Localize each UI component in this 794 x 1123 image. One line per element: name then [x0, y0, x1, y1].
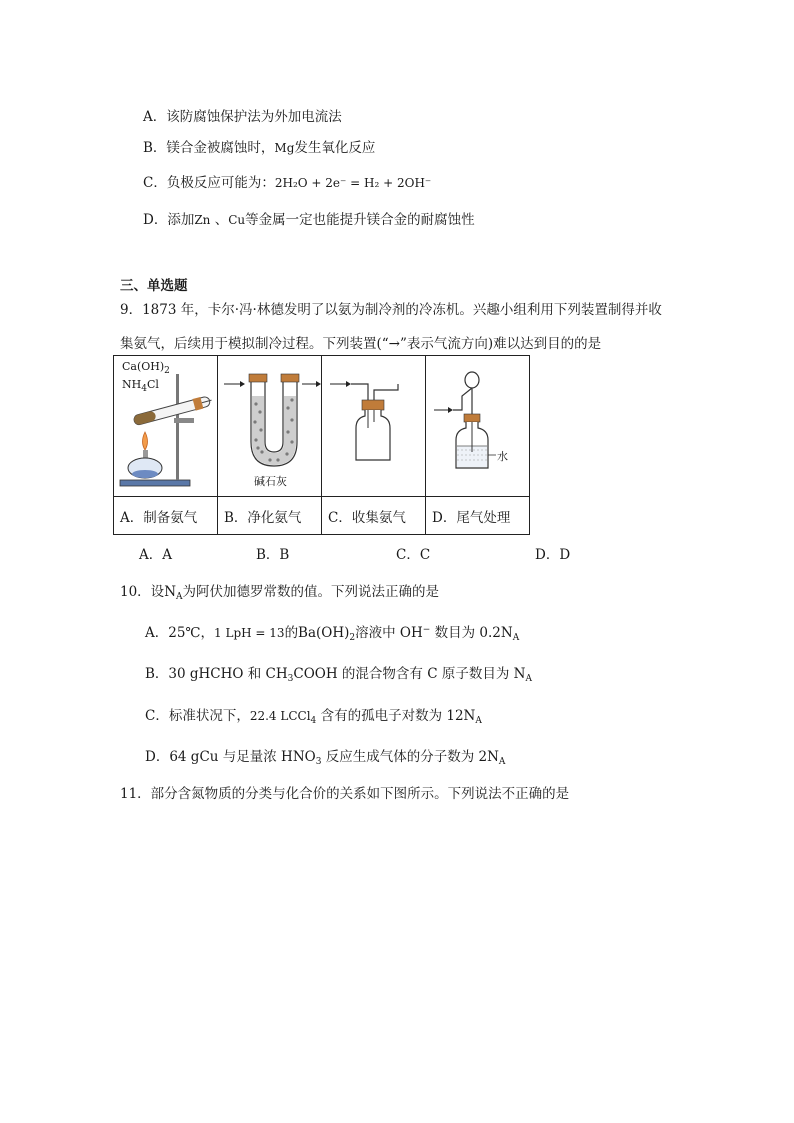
- q10-b-sub1: 3: [287, 674, 294, 684]
- q8-option-d-prefix: D．添加: [143, 212, 195, 228]
- q9-stem-line1-text: 9．1873 年，卡尔·冯·林德发明了以氨为制冷剂的冷冻机。兴趣小组利用下列装置制得并收: [120, 302, 662, 318]
- q10-option-c: [145, 704, 482, 726]
- q10-a-sub2: A: [512, 633, 520, 643]
- q10-option-b: [145, 662, 532, 684]
- q10-stem-num: 10．设: [120, 584, 165, 600]
- water-label: [497, 448, 508, 464]
- q9-choice-d-text: D．D: [535, 547, 571, 563]
- q10-c-pre: C．标准状况下，: [145, 708, 250, 724]
- reagent-caoh2-text: Ca(OH): [122, 360, 165, 373]
- q8-option-b: [143, 136, 375, 156]
- soda-lime-label: [254, 473, 287, 489]
- section-title: [120, 274, 188, 294]
- figure-c-cell: [322, 356, 426, 497]
- q10-a-mid3: 溶液中 OH: [355, 625, 423, 641]
- q9-choice-a-text: A．A: [139, 547, 172, 563]
- figure-d-cell: [426, 356, 530, 497]
- q9-choice-b[interactable]: [256, 543, 289, 563]
- q10-option-a: [145, 621, 519, 643]
- q8-option-b-suffix: 发生氧化反应: [294, 140, 376, 156]
- caption-a: A．制备氨气: [114, 497, 218, 535]
- q10-a-sub: 2: [349, 633, 356, 643]
- q10-b-mid2: COOH 的混合物含有 C 原子数目为 N: [293, 666, 526, 682]
- q9-stem-line1: [120, 298, 662, 318]
- q10-b-sub2: A: [525, 674, 532, 684]
- q10-d-sub2: A: [498, 757, 506, 767]
- q9-choice-b-text: B．B: [256, 547, 290, 563]
- q8-option-d-suffix: 等金属一定也能提升镁合金的耐腐蚀性: [245, 212, 475, 228]
- q10-d-pre: D．: [145, 749, 170, 765]
- q9-choice-c[interactable]: [396, 543, 430, 563]
- q10-a-mid1: 1 LpH = 13: [214, 626, 285, 640]
- q10-stem-na-sub: A: [176, 592, 183, 602]
- soda-lime-text: 碱石灰: [254, 475, 287, 488]
- q11-stem-text: 11．部分含氮物质的分类与化合价的关系如下图所示。下列说法不正确的是: [120, 786, 570, 802]
- q10-a-mid4: 数目为 0.2N: [430, 625, 513, 641]
- q8-option-a-text: A．该防腐蚀保护法为外加电流法: [143, 109, 342, 125]
- reagent-caoh2-sub: 2: [164, 366, 170, 376]
- q10-a-sup: −: [422, 625, 431, 635]
- caption-b: B．净化氨气: [218, 497, 322, 535]
- q9-apparatus-table: [113, 355, 530, 535]
- q9-choice-c-text: C．C: [396, 547, 431, 563]
- q10-stem-rest: 为阿伏加德罗常数的值。下列说法正确的是: [182, 584, 439, 600]
- gas-bottle-icon: [322, 356, 425, 496]
- q10-stem: [120, 580, 439, 602]
- q8-option-c-prefix: C．负极反应可能为：: [143, 175, 275, 191]
- heating-apparatus-icon: [114, 356, 217, 496]
- q8-option-d-cu: Cu: [228, 213, 246, 227]
- water-text: 水: [497, 450, 508, 463]
- q8-option-d-sep: 、: [210, 212, 229, 228]
- figure-a-cell: [114, 356, 218, 497]
- q9-choice-a[interactable]: [139, 543, 172, 563]
- q10-d-mid1: 64 gCu 与足量浓 HNO: [169, 749, 316, 765]
- q10-option-d: [145, 745, 505, 767]
- q9-choice-d[interactable]: [535, 543, 570, 563]
- q9-stem-line2-text: 集氨气，后续用于模拟制冷过程。下列装置(“→”表示气流方向)难以达到目的的是: [120, 336, 602, 352]
- q10-c-mid1: 22.4 LCCl: [249, 709, 311, 723]
- reagent-nh4cl-sub: 4: [141, 384, 147, 394]
- q9-stem-line2: [120, 332, 601, 352]
- absorption-bottle-icon: [426, 356, 529, 496]
- q10-c-sub2: A: [475, 716, 482, 726]
- q8-option-d: [143, 208, 475, 228]
- q10-a-pre: A．25℃，: [145, 625, 215, 641]
- q10-c-mid2: 含有的孤电子对数为 12N: [316, 708, 476, 724]
- reagent-nh4cl-text: NH: [122, 378, 142, 391]
- q10-d-sub1: 3: [315, 757, 322, 767]
- figure-b-cell: [218, 356, 322, 497]
- q8-option-a: [143, 105, 342, 125]
- q8-option-c: [143, 171, 431, 191]
- q10-c-sub1: 4: [310, 716, 317, 726]
- q10-d-mid2: 反应生成气体的分子数为 2N: [321, 749, 499, 765]
- section-title-text: 三、单选题: [120, 278, 188, 294]
- q11-stem: [120, 782, 569, 802]
- caption-c: C．收集氨气: [322, 497, 426, 535]
- q8-option-c-equation: 2H₂O + 2e⁻ = H₂ + 2OH⁻: [274, 176, 432, 190]
- reagent-nh4cl-tail: Cl: [146, 378, 159, 391]
- caption-d: D．尾气处理: [426, 497, 530, 535]
- q8-option-b-mg: Mg: [274, 141, 295, 155]
- q10-b-mid1: 30 gHCHO 和 CH: [168, 666, 288, 682]
- q8-option-d-zn: Zn: [194, 213, 211, 227]
- q10-stem-na: N: [164, 584, 176, 600]
- q10-a-mid2: 的Ba(OH): [284, 625, 350, 641]
- q8-option-b-prefix: B．镁合金被腐蚀时，: [143, 140, 275, 156]
- q10-b-pre: B．: [145, 666, 169, 682]
